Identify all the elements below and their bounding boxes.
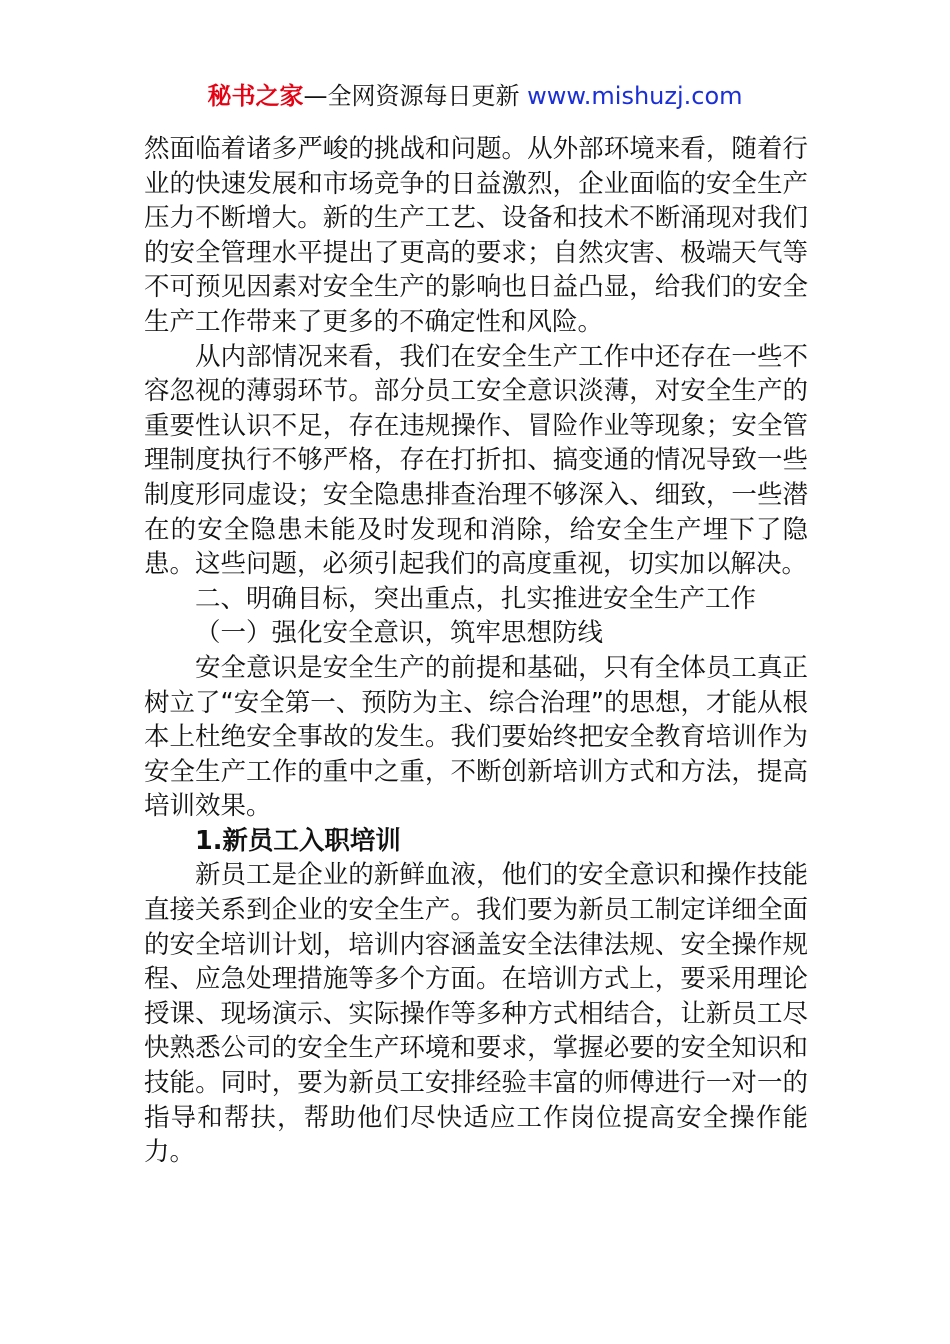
subsection-heading: （一）强化安全意识，筑牢思想防线 — [195, 618, 604, 649]
page-header — [0, 78, 950, 114]
paragraph-internal-situation: 从内部情况来看，我们在安全生产工作中还存在一些不容忽视的薄弱环节。部分员工安全意识淡薄，对安全生产的重要性认识不足，存在违规操作、冒险作业等现象；安全管理制度执行不够严格，存在打折扣、搞变通的情况导致一些制度形同虚设；安全隐患排查治理不够深入、细致，一些潜在的安全隐患未能及时发现和消除，给安全生产埋下了隐患。这些问题，必须引起我们的高度重视，切实加以解决。 — [144, 341, 808, 580]
paragraph-new-employee-training: 新员工是企业的新鲜血液，他们的安全意识和操作技能直接关系到企业的安全生产。我们要为新员工制定详细全面的安全培训计划，培训内容涵盖安全法律法规、安全操作规程、应急处理措施等多个方面。在培训方式上，要采用理论授课、现场演示、实际操作等多种方式相结合，让新员工尽快熟悉公司的安全生产环境和要求，掌握必要的安全知识和技能。同时，要为新员工安排经验丰富的师傅进行一对一的指导和帮扶，帮助他们尽快适应工作岗位提高安全操作能力。 — [144, 860, 808, 1168]
section-heading: 二、明确目标，突出重点，扎实推进安全生产工作 — [195, 583, 757, 614]
site-url[interactable]: www.mishuzj.com — [527, 82, 743, 110]
paragraph-safety-awareness: 安全意识是安全生产的前提和基础，只有全体员工真正树立了“安全第一、预防为主、综合治理”的思想，才能从根本上杜绝安全事故的发生。我们要始终把安全教育培训作为安全生产工作的重中之重，不断创新培训方式和方法，提高培训效果。 — [144, 652, 808, 822]
header-tagline: —全网资源每日更新 — [303, 82, 520, 110]
item-heading: 1.新员工入职培训 — [195, 825, 401, 856]
document-body — [144, 132, 808, 1170]
paragraph-external-environment: 然面临着诸多严峻的挑战和问题。从外部环境来看，随着行业的快速发展和市场竞争的日益激烈，企业面临的安全生产压力不断增大。新的生产工艺、设备和技术不断涌现对我们的安全管理水平提出了更高的要求；自然灾害、极端天气等不可预见因素对安全生产的影响也日益凸显，给我们的安全生产工作带来了更多的不确定性和风险。 — [144, 134, 808, 337]
brand-name: 秘书之家 — [207, 82, 304, 110]
